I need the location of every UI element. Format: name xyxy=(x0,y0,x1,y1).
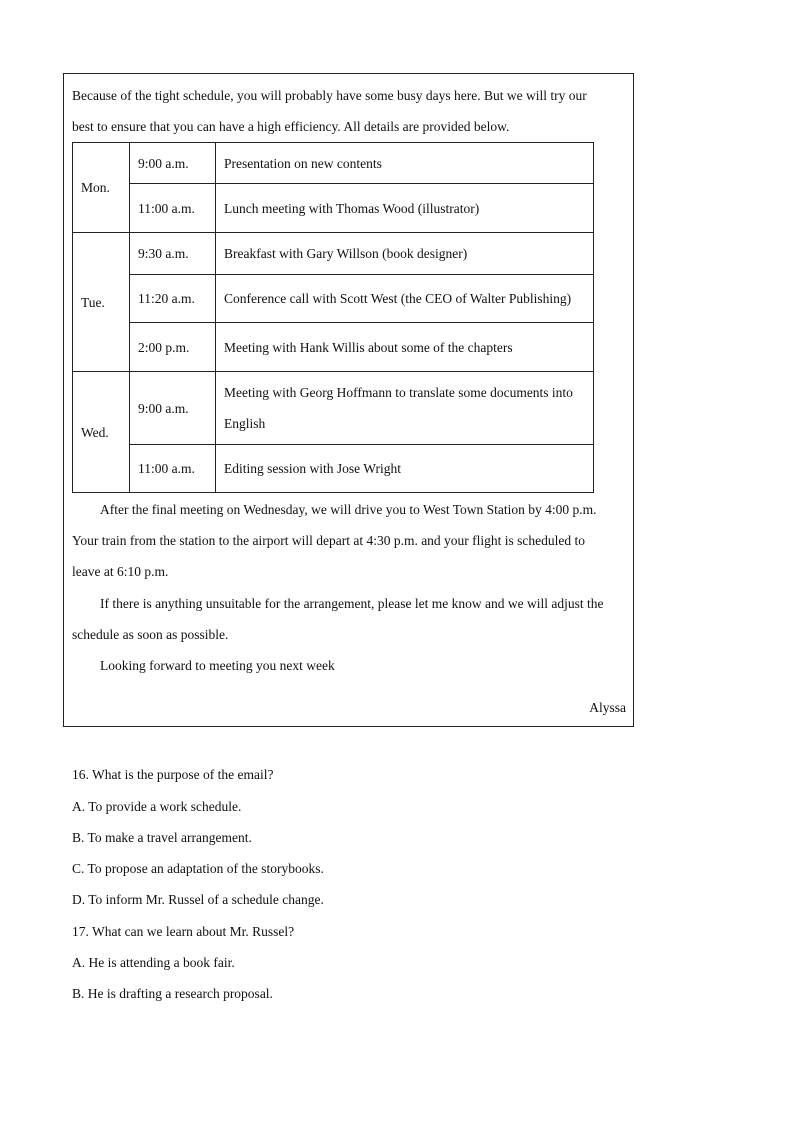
time-cell: 11:20 a.m. xyxy=(130,275,216,323)
event-cell: Presentation on new contents xyxy=(216,143,594,184)
table-row xyxy=(73,275,594,323)
table-row xyxy=(73,184,594,233)
paragraph-2-line-2: schedule as soon as possible. xyxy=(72,627,229,642)
table-row xyxy=(73,372,594,445)
question-16-option-d: D. To inform Mr. Russel of a schedule change. xyxy=(72,892,324,907)
question-17-stem: 17. What can we learn about Mr. Russel? xyxy=(72,924,295,939)
day-cell-tue: Tue. xyxy=(73,233,130,372)
question-16-option-c: C. To propose an adaptation of the storybooks. xyxy=(72,861,324,876)
event-cell: Breakfast with Gary Willson (book designer) xyxy=(216,233,594,275)
question-16-option-a: A. To provide a work schedule. xyxy=(72,799,242,814)
time-cell: 2:00 p.m. xyxy=(130,323,216,372)
event-cell xyxy=(216,372,594,445)
question-16-stem: 16. What is the purpose of the email? xyxy=(72,767,274,782)
email-intro-line-2: best to ensure that you can have a high efficiency. All details are provided below. xyxy=(72,119,510,134)
day-cell-mon: Mon. xyxy=(73,143,130,233)
paragraph-2-line-1: If there is anything unsuitable for the arrangement, please let me know and we will adjust the xyxy=(100,596,604,611)
table-row xyxy=(73,323,594,372)
closing-line: Looking forward to meeting you next week xyxy=(100,658,335,673)
schedule-table xyxy=(72,142,594,493)
time-cell: 9:00 a.m. xyxy=(130,143,216,184)
paragraph-1-line-1: After the final meeting on Wednesday, we will drive you to West Town Station by 4:00 p.m. xyxy=(100,502,597,517)
time-cell: 11:00 a.m. xyxy=(130,184,216,233)
paragraph-1-line-3: leave at 6:10 p.m. xyxy=(72,564,169,579)
event-cell: Editing session with Jose Wright xyxy=(216,445,594,493)
time-cell: 9:00 a.m. xyxy=(130,372,216,445)
table-row xyxy=(73,445,594,493)
question-16-option-b: B. To make a travel arrangement. xyxy=(72,830,252,845)
event-cell: Conference call with Scott West (the CEO of Walter Publishing) xyxy=(216,275,594,323)
question-17-option-a: A. He is attending a book fair. xyxy=(72,955,235,970)
paragraph-1-line-2: Your train from the station to the airport will depart at 4:30 p.m. and your flight is scheduled to xyxy=(72,533,586,548)
email-intro-line-1: Because of the tight schedule, you will probably have some busy days here. But we will try our xyxy=(72,88,587,103)
table-row xyxy=(73,143,594,184)
event-line: Meeting with Georg Hoffmann to translate some documents into xyxy=(224,385,573,400)
event-line: English xyxy=(224,416,266,431)
email-box xyxy=(63,73,634,727)
time-cell: 11:00 a.m. xyxy=(130,445,216,493)
table-row xyxy=(73,233,594,275)
question-17-option-b: B. He is drafting a research proposal. xyxy=(72,986,273,1001)
time-cell: 9:30 a.m. xyxy=(130,233,216,275)
day-cell-wed: Wed. xyxy=(73,372,130,493)
event-cell: Lunch meeting with Thomas Wood (illustrator) xyxy=(216,184,594,233)
signature: Alyssa xyxy=(589,700,626,715)
event-cell: Meeting with Hank Willis about some of the chapters xyxy=(216,323,594,372)
